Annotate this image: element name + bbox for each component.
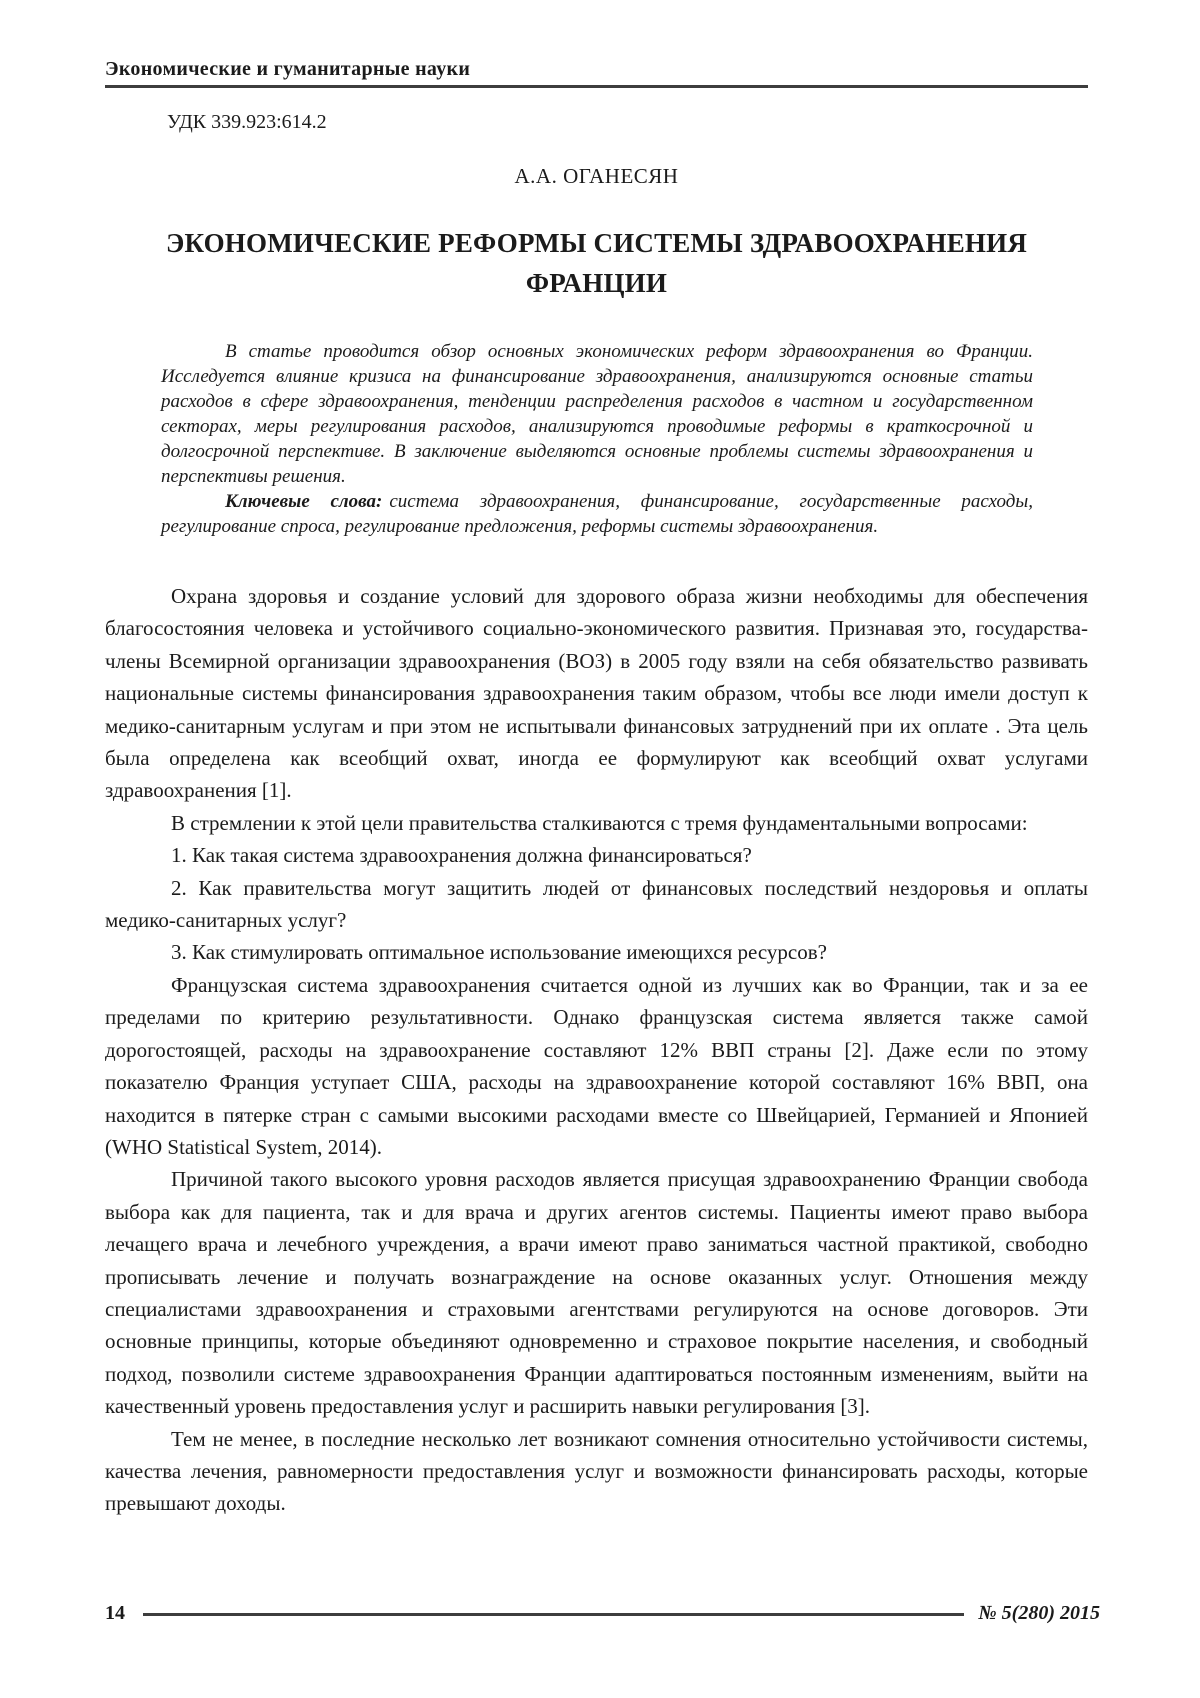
keywords-paragraph (161, 489, 1033, 539)
keywords-label: Ключевые слова: (225, 491, 383, 512)
udc-code: УДК 339.923:614.2 (167, 111, 327, 133)
running-head (105, 58, 1088, 88)
body-paragraph: Охрана здоровья и создание условий для здорового образа жизни необходимы для обеспечения благосостояния человека и устойчивого социально-экономического развития. Признавая это, государства-члены Всемирной организации здравоохранения (ВОЗ) в 2005 году взяли на себя обязательство развивать национальные системы финансирования здравоохранения таким образом, чтобы все люди имели доступ к медико-санитарным услугам и при этом не испытывали финансовых затруднений при их оплате . Эта цель была определена как всеобщий охват, иногда ее формулируют как всеобщий охват услугами здравоохранения [1]. (105, 584, 1088, 803)
author-name: А.А. ОГАНЕСЯН (514, 164, 679, 188)
abstract-text: В статье проводится обзор основных экономических реформ здравоохранения во Франции. Исследуется влияние кризиса на финансирование здравоохранения, анализируются основные статьи расходов в сфере здравоохранения, тенденции распределения расходов в частном и государственном секторах, меры регулирования расходов, анализируются проводимые реформы в краткосрочной и долгосрочной перспективе. В заключение выделяются основные проблемы системы здравоохранения и перспективы решения. (161, 341, 1033, 487)
abstract-block (161, 339, 1033, 539)
journal-section-title: Экономические и гуманитарные науки (105, 58, 471, 80)
numbered-question-2: 2. Как правительства могут защитить людей от финансовых последствий нездоровья и оплаты медико-санитарных услуг? (105, 875, 1088, 933)
article-body (105, 580, 1088, 1520)
numbered-question-1: 1. Как такая система здравоохранения должна финансироваться? (171, 843, 752, 868)
issue-label: № 5(280) 2015 (978, 1602, 1100, 1624)
body-paragraph: Причиной такого высокого уровня расходов является присущая здравоохранению Франции свобода выбора как для пациента, так и для врача и других агентов системы. Пациенты имеют право выбора лечащего врача и лечебного учреждения, а врачи имеют право заниматься частной практикой, свободно прописывать лечение и получать вознаграждение на основе оказанных услуг. Отношения между специалистами здравоохранения и страховыми агентствами регулируются на основе договоров. Эти основные принципы, которые объединяют одновременно и страховое покрытие населения, и свободный подход, позволили системе здравоохранения Франции адаптироваться постоянным изменениям, выйти на качественный уровень предоставления услуг и расширить навыки регулирования [3]. (105, 1167, 1088, 1419)
numbered-question-3: 3. Как стимулировать оптимальное использование имеющихся ресурсов? (171, 940, 827, 965)
article-title: ЭКОНОМИЧЕСКИЕ РЕФОРМЫ СИСТЕМЫ ЗДРАВООХРАНЕНИЯ ФРАНЦИИ (165, 228, 1028, 298)
page-content (105, 58, 1088, 1520)
body-paragraph: Тем не менее, в последние несколько лет возникают сомнения относительно устойчивости системы, качества лечения, равномерности предоставления услуг и возможности финансировать расходы, которые превышают доходы. (105, 1426, 1088, 1516)
page-footer (105, 1602, 1100, 1625)
body-paragraph: В стремлении к этой цели правительства сталкиваются с тремя фундаментальными вопросами: (171, 810, 1028, 835)
body-paragraph: Французская система здравоохранения считается одной из лучших как во Франции, так и за ее пределами по критерию результативности. Однако французская система является также самой дорогостоящей, расходы на здравоохранение составляют 12% ВВП страны [2]. Даже если по этому показателю Франция уступает США, расходы на здравоохранение которой составляют 16% ВВП, она находится в пятерке стран с самыми высокими расходами вместе со Швейцарией, Германией и Японией (WHO Statistical System, 2014). (105, 972, 1088, 1159)
page-number: 14 (105, 1602, 125, 1624)
footer-rule (143, 1613, 964, 1616)
keywords-text: система здравоохранения, финансирование, государственные расходы, регулирование спроса, регулирование предложения, реформы системы здравоохранения. (161, 491, 1033, 537)
